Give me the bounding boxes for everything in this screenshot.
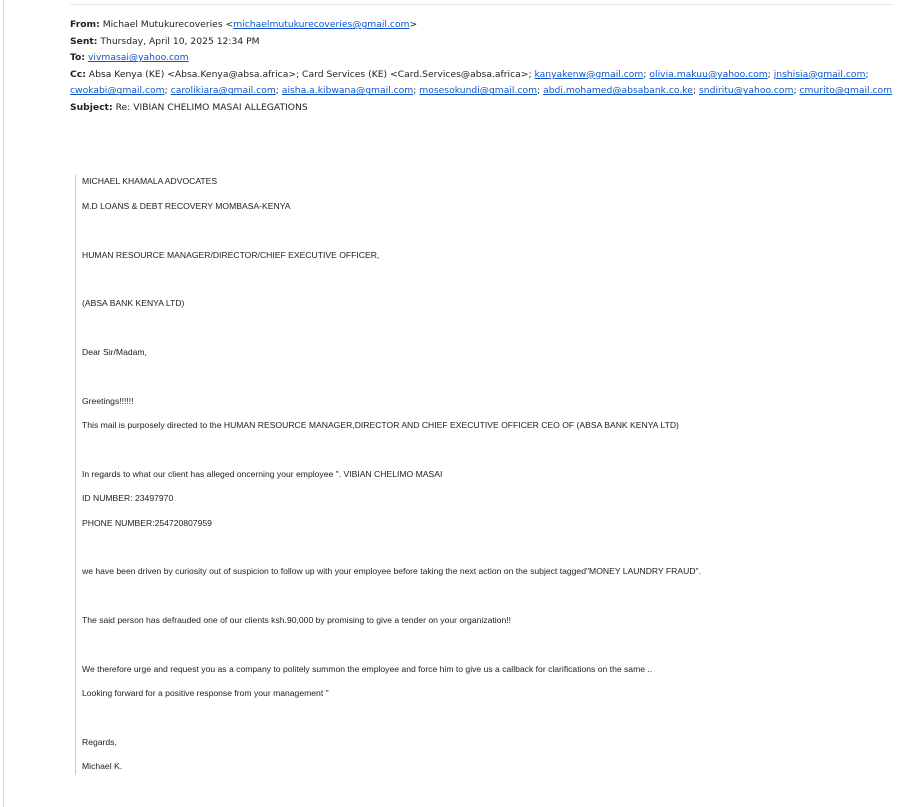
to-email-link[interactable]: vivmasai@yahoo.com [87,52,189,64]
body-line: M.D LOANS & DEBT RECOVERY MOMBASA-KENYA [82,201,291,211]
cc-email-link[interactable]: mosesokundi@gmail.com [419,85,538,97]
to-row [70,50,900,67]
cc-row: Cc: Absa Kenya (KE) <Absa.Kenya@absa.africa>; Card Services (KE) <Card.Services@absa.africa>; kanyakenw@gmail.com; olivia.makuu@yahoo.com; jnshisia@gmail.com; cwokabi@gmail.com; carolikiara@gmail.com; aisha.a.kibwana@gmail.com; mosesokundi@gmail.com; abdi.mohamed@absabank.co.ke; sndiritu@yahoo.com; cmurito@gmail.com [70,68,893,97]
from-suffix: > [409,19,418,30]
body-line: Michael K. [82,761,123,771]
from-row [70,17,900,34]
body-line: This mail is purposely directed to the HUMAN RESOURCE MANAGER,DIRECTOR AND CHIEF EXECUTIVE OFFICER CEO OF (ABSA BANK KENYA LTD) [82,420,679,430]
body-line: Greetings!!!!!! [82,396,134,406]
sent-label: Sent: [70,35,98,47]
cc-email-link[interactable]: cmurito@gmail.com [799,85,893,97]
sent-row [70,34,900,51]
to-label: To: [70,52,86,64]
cc-email-link[interactable]: jnshisia@gmail.com [773,68,866,80]
body-line: The said person has defrauded one of our clients ksh.90,000 by promising to give a tender on your organization!! [82,615,511,625]
subject-value: Re: VIBIAN CHELIMO MASAI ALLEGATIONS [115,101,308,113]
cc-label: Cc: [70,68,86,80]
body-line: we have been driven by curiosity out of suspicion to follow up with your employee before taking the next action on the subject tagged"MONEY LAUNDRY FRAUD". [82,566,701,576]
window-left-edge [3,0,4,807]
from-email-link[interactable]: michaelmutukurecoveries@gmail.com [233,19,410,30]
sent-value: Thursday, April 10, 2025 12:34 PM [100,35,260,47]
body-line: In regards to what our client has alleged oncerning your employee ". VIBIAN CHELIMO MASAI [82,469,443,479]
cc-email-link[interactable]: aisha.a.kibwana@gmail.com [281,85,414,97]
header-divider [70,4,894,5]
subject-label: Subject: [70,101,113,113]
body-line: ID NUMBER: 23497970 [82,493,174,503]
from-label: From: [70,19,100,30]
body-line: (ABSA BANK KENYA LTD) [82,298,185,308]
body-line: Regards, [82,737,117,747]
body-line: We therefore urge and request you as a company to politely summon the employee and force him to give us a callback for clarifications on the same .. [82,664,653,674]
body-line: PHONE NUMBER:254720807959 [82,518,212,528]
cc-email-link[interactable]: kanyakenw@gmail.com [534,68,644,80]
cc-email-link[interactable]: abdi.mohamed@absabank.co.ke [543,85,693,97]
cc-email-link[interactable]: sndiritu@yahoo.com [699,85,794,97]
body-line: Looking forward for a positive response from your management " [82,688,329,698]
cc-email-link[interactable]: olivia.makuu@yahoo.com [649,68,768,80]
from-name: Michael Mutukurecoveries < [102,19,234,30]
body-line: HUMAN RESOURCE MANAGER/DIRECTOR/CHIEF EXECUTIVE OFFICER, [82,250,380,260]
body-line: MICHAEL KHAMALA ADVOCATES [82,176,218,186]
email-header [70,17,900,117]
subject-row [70,100,900,117]
body-line: Dear Sir/Madam, [82,347,147,357]
cc-plain-recipients: Absa Kenya (KE) <Absa.Kenya@absa.africa>; Card Services (KE) <Card.Services@absa.africa>; [88,68,532,80]
cc-email-link[interactable]: carolikiara@gmail.com [170,85,276,97]
cc-email-link[interactable]: cwokabi@gmail.com [70,85,165,97]
